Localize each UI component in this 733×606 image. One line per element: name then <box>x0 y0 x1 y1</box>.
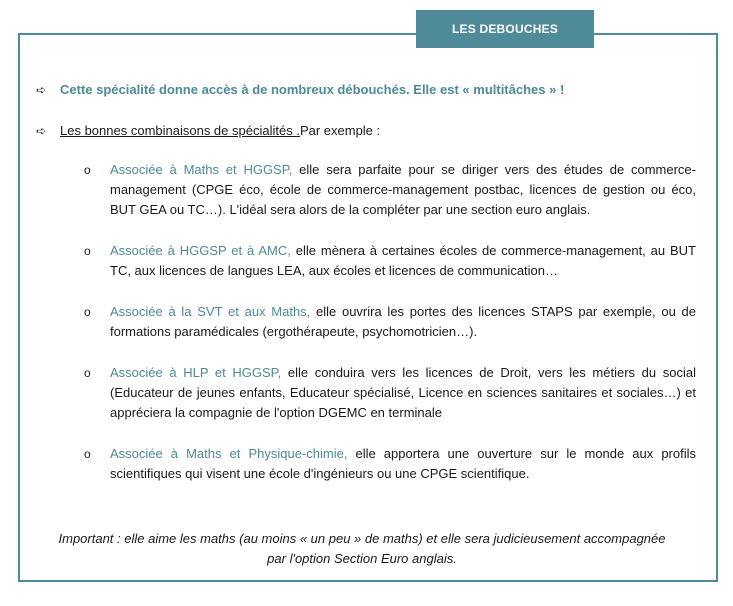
combinations-heading: Les bonnes combinaisons de spécialités . <box>60 123 300 138</box>
list-item <box>84 241 696 281</box>
intro-text: Cette spécialité donne accès à de nombreux débouchés. Elle est « multitâches » ! <box>60 82 565 97</box>
list-item <box>84 363 696 423</box>
item-lead: Associée à Maths et Physique-chimie, <box>110 446 348 461</box>
circle-bullet-icon: o <box>84 163 91 177</box>
item-lead: Associée à HGGSP et à AMC, <box>110 243 291 258</box>
section-title: LES DEBOUCHES <box>452 22 558 36</box>
list-item <box>84 302 696 342</box>
item-text: elle sera parfaite pour se diriger vers des études de commerce-management (CPGE éco, école de commerce-management postbac, licences de gestion ou éco, BUT GEA ou TC…). L'idéal sera alors de la compléter par une section euro anglais. <box>110 162 696 217</box>
item-body <box>110 302 696 342</box>
list-item <box>84 160 696 220</box>
combinations-list <box>84 160 696 505</box>
arrow-bullet-icon: ➪ <box>36 82 47 97</box>
list-item <box>84 444 696 484</box>
item-lead: Associée à HLP et HGGSP, <box>110 365 282 380</box>
item-body <box>110 444 696 484</box>
section-title-tab <box>416 10 594 48</box>
circle-bullet-icon: o <box>84 447 91 461</box>
item-body <box>110 160 696 220</box>
important-note <box>30 529 694 569</box>
note-line-2: par l'option Section Euro anglais. <box>267 551 457 566</box>
intro-line <box>36 82 564 97</box>
circle-bullet-icon: o <box>84 366 91 380</box>
combinations-line <box>36 123 380 138</box>
item-text: elle ouvrira les portes des licences STAPS par exemple, ou de formations paramédicales (ergothérapeute, psychomotricien…). <box>110 304 696 339</box>
item-text: elle apportera une ouverture sur le monde aux profils scientifiques qui visent une école d'ingénieurs ou une CPGE scientifique. <box>110 446 696 481</box>
item-body <box>110 241 696 281</box>
item-body <box>110 363 696 423</box>
item-text: elle conduira vers les licences de Droit, vers les métiers du social (Educateur de jeunes enfants, Educateur spécialisé, Licence en sciences sanitaires et sociales…) et appréciera la compagnie de l'option DGEMC en terminale <box>110 365 696 420</box>
item-text: elle mènera à certaines écoles de commerce-management, au BUT TC, aux licences de langues LEA, aux écoles et licences de communication… <box>110 243 696 278</box>
item-lead: Associée à Maths et HGGSP, <box>110 162 293 177</box>
arrow-bullet-icon: ➪ <box>36 123 47 138</box>
circle-bullet-icon: o <box>84 305 91 319</box>
note-line-1: Important : elle aime les maths (au moins « un peu » de maths) et elle sera judicieusement accompagnée <box>58 531 666 546</box>
circle-bullet-icon: o <box>84 244 91 258</box>
combinations-rest: Par exemple : <box>299 123 381 138</box>
item-lead: Associée à la SVT et aux Maths, <box>110 304 311 319</box>
